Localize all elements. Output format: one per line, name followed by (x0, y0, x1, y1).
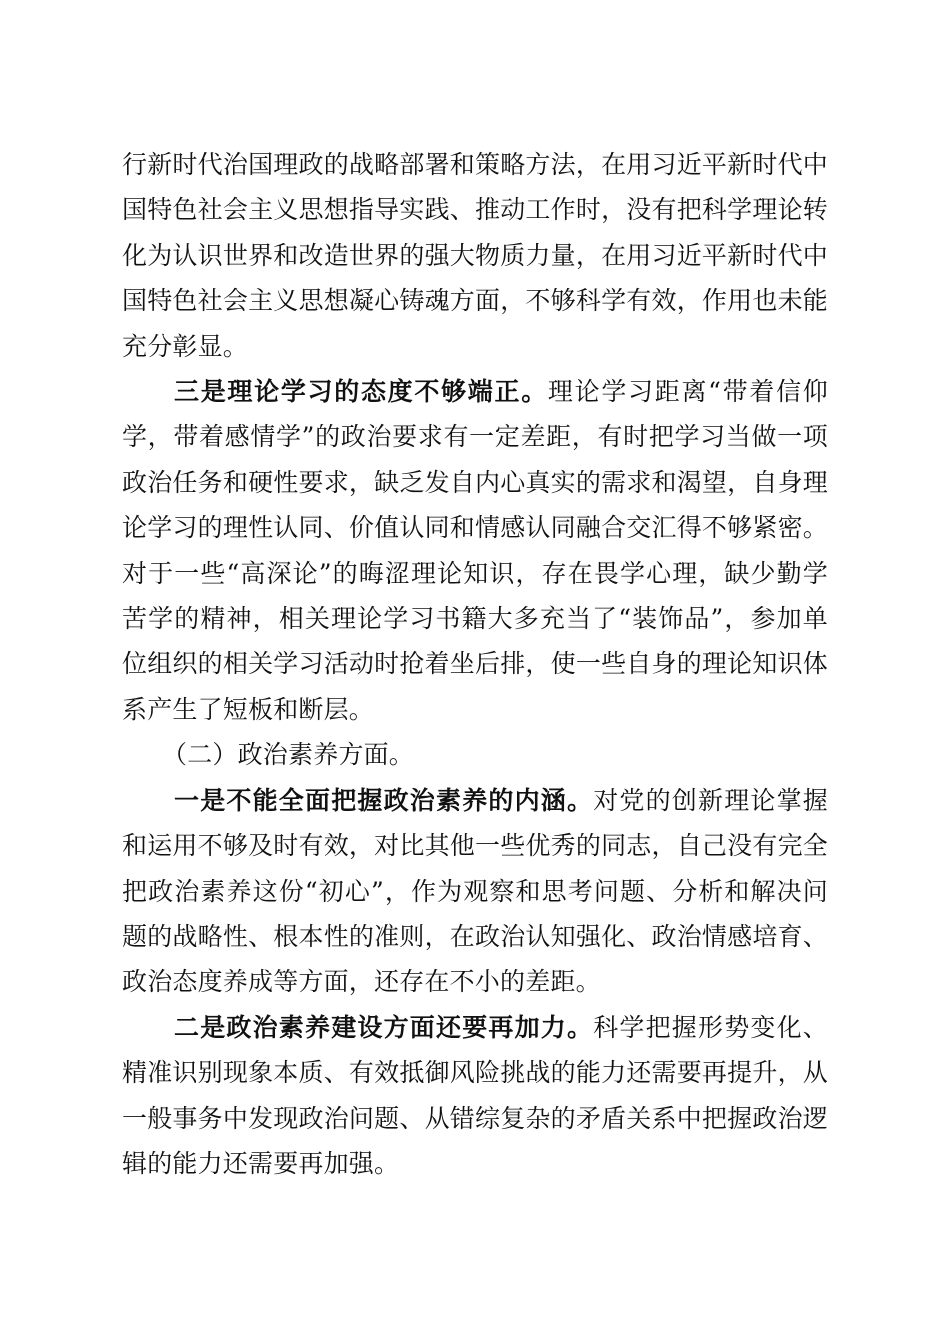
paragraph-lead: 一是不能全面把握政治素养的内涵。 (174, 785, 594, 815)
paragraph-text: 科学把握形势变化、精准识别现象本质、有效抵御风险挑战的能力还需要再提升，从一般事务中发现政治问题、从错综复杂的矛盾关系中把握政治逻辑的能力还需要再加强。 (122, 1012, 828, 1178)
paragraph-text: 对党的创新理论掌握和运用不够及时有效，对比其他一些优秀的同志，自己没有完全把政治素养这份“初心”，作为观察和思考问题、分析和解决问题的战略性、根本性的准则，在政治认知强化、政治情感培育、政治态度养成等方面，还存在不小的差距。 (122, 785, 828, 997)
paragraph-text: 行新时代治国理政的战略部署和策略方法，在用习近平新时代中国特色社会主义思想指导实践、推动工作时，没有把科学理论转化为认识世界和改造世界的强大物质力量，在用习近平新时代中国特色社会主义思想凝心铸魂方面，不够科学有效，作用也未能充分彰显。 (122, 150, 828, 361)
paragraph-political-literacy-1 (122, 778, 828, 1005)
paragraph-continuation (122, 142, 828, 369)
document-page (122, 142, 828, 1186)
paragraph-theory-attitude (122, 369, 828, 732)
paragraph-text: 理论学习距离“带着信仰学，带着感情学”的政治要求有一定差距，有时把学习当做一项政治任务和硬性要求，缺乏发自内心真实的需求和渴望，自身理论学习的理性认同、价值认同和情感认同融合交汇得不够紧密。对于一些“高深论”的晦涩理论知识，存在畏学心理，缺少勤学苦学的精神，相关理论学习书籍大多充当了“装饰品”，参加单位组织的相关学习活动时抢着坐后排，使一些自身的理论知识体系产生了短板和断层。 (122, 377, 828, 724)
section-heading (122, 732, 828, 777)
paragraph-political-literacy-2 (122, 1005, 828, 1187)
paragraph-lead: 二是政治素养建设方面还要再加力。 (174, 1012, 594, 1042)
section-heading-text: （二）政治素养方面。 (162, 740, 415, 770)
paragraph-lead: 三是理论学习的态度不够端正。 (174, 377, 548, 407)
